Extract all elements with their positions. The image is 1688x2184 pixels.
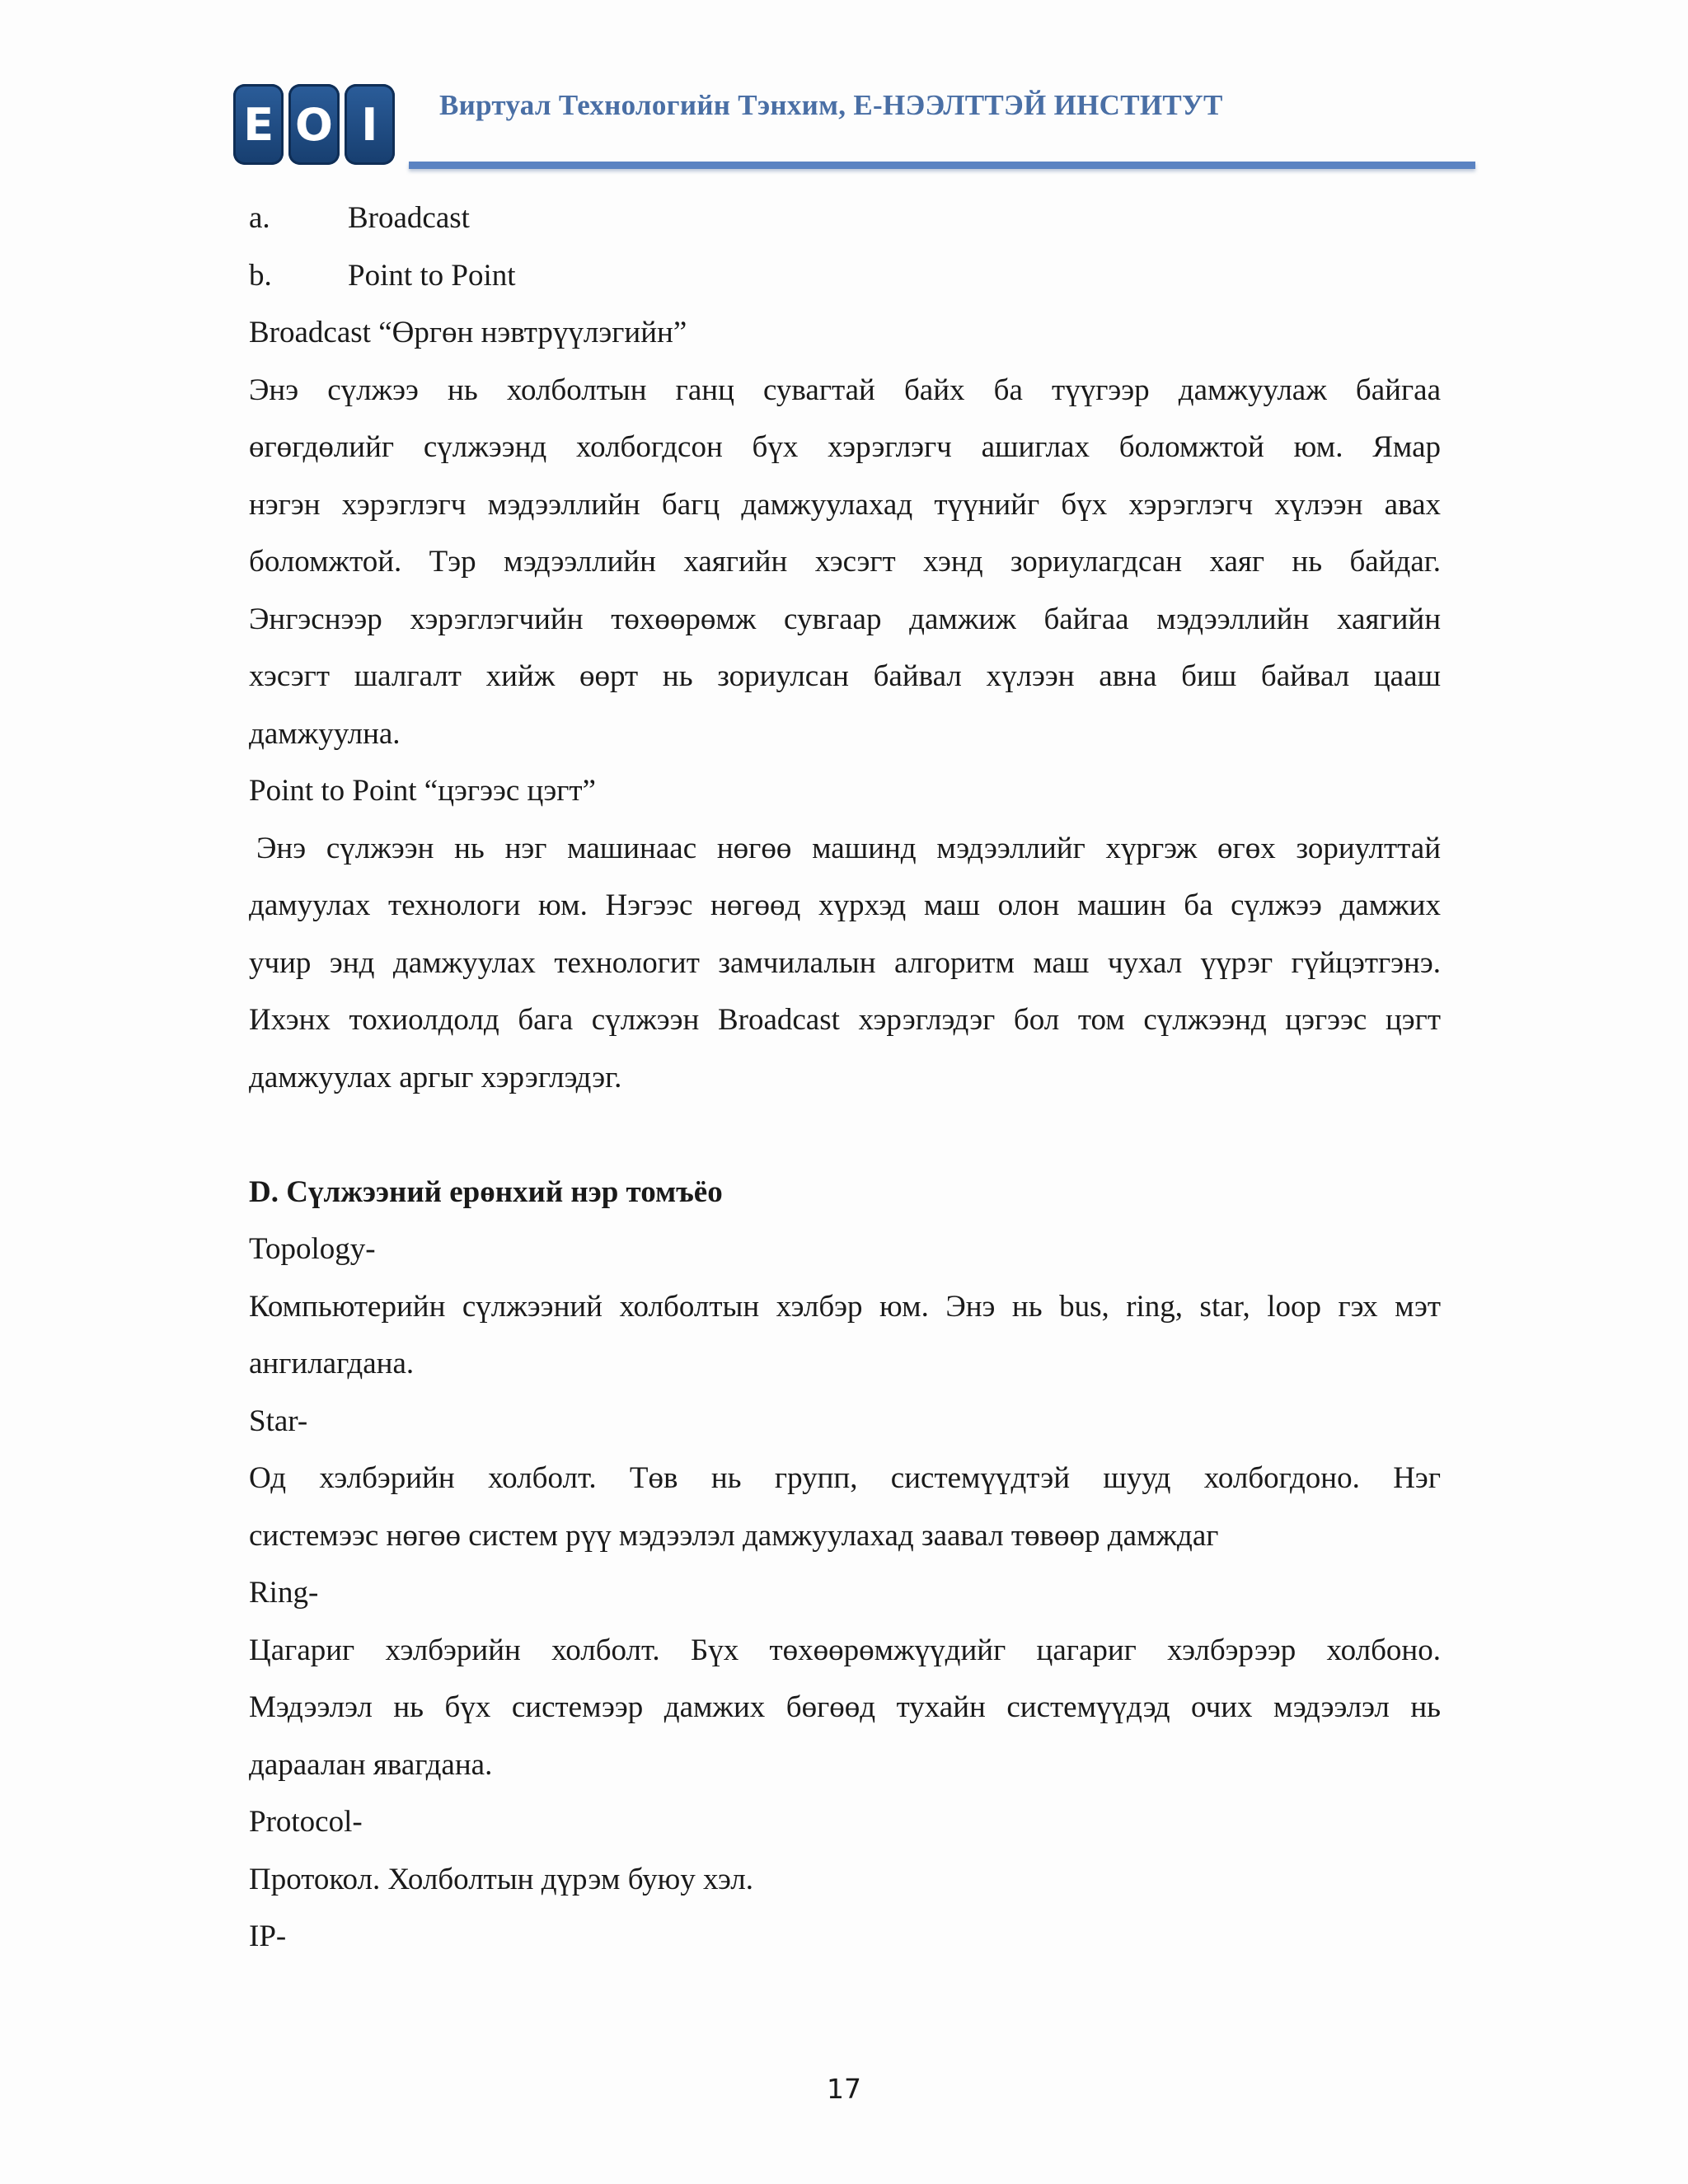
page-number: 17: [827, 2073, 861, 2105]
logo-letter-o: O: [288, 84, 339, 165]
list-marker: a.: [249, 201, 270, 235]
p2p-line: Энэ сүлжээн нь нэг машинаас нөгөө машинд мэдээллийг хүргэж өгөх зориулттай: [256, 831, 1441, 865]
ring-line: Цагариг хэлбэрийн холболт. Бүх төхөөрөмжүүдийг цагариг хэлбэрээр холбоно.: [249, 1633, 1441, 1667]
eoi-logo: [233, 84, 395, 165]
p2p-line: Ихэнх тохиолдолд бага сүлжээн Broadcast хэрэглэдэг бол том сүлжээнд цэгээс цэгт: [249, 1003, 1441, 1037]
p2p-heading: Point to Point “цэгээс цэгт”: [249, 774, 596, 808]
list-item-text: Broadcast: [348, 201, 470, 235]
term-protocol: Protocol-: [249, 1805, 363, 1839]
list-item-b: [249, 247, 1441, 305]
topology-line-last: ангилагдана.: [249, 1347, 415, 1380]
broadcast-line: хэсэгт шалгалт хийж өөрт нь зориулсан байвал хүлээн авна биш байвал цааш: [249, 659, 1441, 693]
broadcast-line: Энэ сүлжээ нь холболтын ганц сувагтай байх ба түүгээр дамжуулаж байгаа: [249, 373, 1441, 407]
ring-line-last: дараалан явагдана.: [249, 1747, 493, 1782]
header-divider: [409, 162, 1475, 169]
section-d-heading: D. Сүлжээний ерөнхий нэр томъёо: [249, 1174, 723, 1209]
broadcast-line: боломжтой. Тэр мэдээллийн хаягийн хэсэгт хэнд зориулагдсан хаяг нь байдаг.: [249, 545, 1441, 579]
list-item-text: Point to Point: [348, 258, 516, 293]
term-ring: Ring-: [249, 1576, 319, 1610]
list-item-a: [249, 190, 1441, 247]
broadcast-line-last: дамжуулна.: [249, 716, 401, 751]
header-title: Виртуал Технологийн Тэнхим, Е-НЭЭЛТТЭЙ ИНСТИТУТ: [439, 89, 1223, 121]
topology-line: Компьютерийн сүлжээний холболтын хэлбэр юм. Энэ нь bus, ring, star, loop гэх мэт: [249, 1289, 1441, 1324]
logo-letter-e: E: [233, 84, 284, 165]
broadcast-line: Энгэснээр хэрэглэгчийн төхөөрөмж сувгаар дамжиж байгаа мэдээллийн хаягийн: [249, 602, 1441, 636]
term-star: Star-: [249, 1404, 308, 1438]
p2p-line: дамуулах технологи юм. Нэгээс нөгөөд хүрхэд маш олон машин ба сүлжээ дамжих: [249, 888, 1441, 922]
page-content: [249, 190, 1441, 1966]
broadcast-line: өгөгдөлийг сүлжээнд холбогдсон бүх хэрэглэгч ашиглах боломжтой юм. Ямар: [249, 430, 1441, 464]
term-topology: Topology-: [249, 1232, 376, 1266]
p2p-line-last: дамжуулах аргыг хэрэглэдэг.: [249, 1060, 622, 1094]
broadcast-heading: Broadcast “Өргөн нэвтрүүлэгийн”: [249, 316, 687, 349]
p2p-line: учир энд дамжуулах технологит замчилалын алгоритм маш чухал үүрэг гүйцэтгэнэ.: [249, 945, 1441, 980]
star-line-last: системээс нөгөө систем рүү мэдээлэл дамжуулахад заавал төвөөр дамждаг: [249, 1518, 1219, 1553]
broadcast-line: нэгэн хэрэглэгч мэдээллийн багц дамжуулахад түүнийг бүх хэрэглэгч хүлээн авах: [249, 487, 1441, 522]
ring-line: Мэдээлэл нь бүх системээр дамжих бөгөөд тухайн системүүдэд очих мэдээлэл нь: [249, 1690, 1441, 1724]
protocol-definition: Протокол. Холболтын дүрэм буюу хэл.: [249, 1862, 753, 1896]
star-line: Од хэлбэрийн холболт. Төв нь групп, системүүдтэй шууд холбогдоно. Нэг: [249, 1461, 1441, 1495]
term-ip: IP-: [249, 1919, 287, 1953]
logo-letter-i: I: [345, 84, 395, 165]
list-marker: b.: [249, 258, 272, 293]
spacer: [249, 1106, 1441, 1164]
